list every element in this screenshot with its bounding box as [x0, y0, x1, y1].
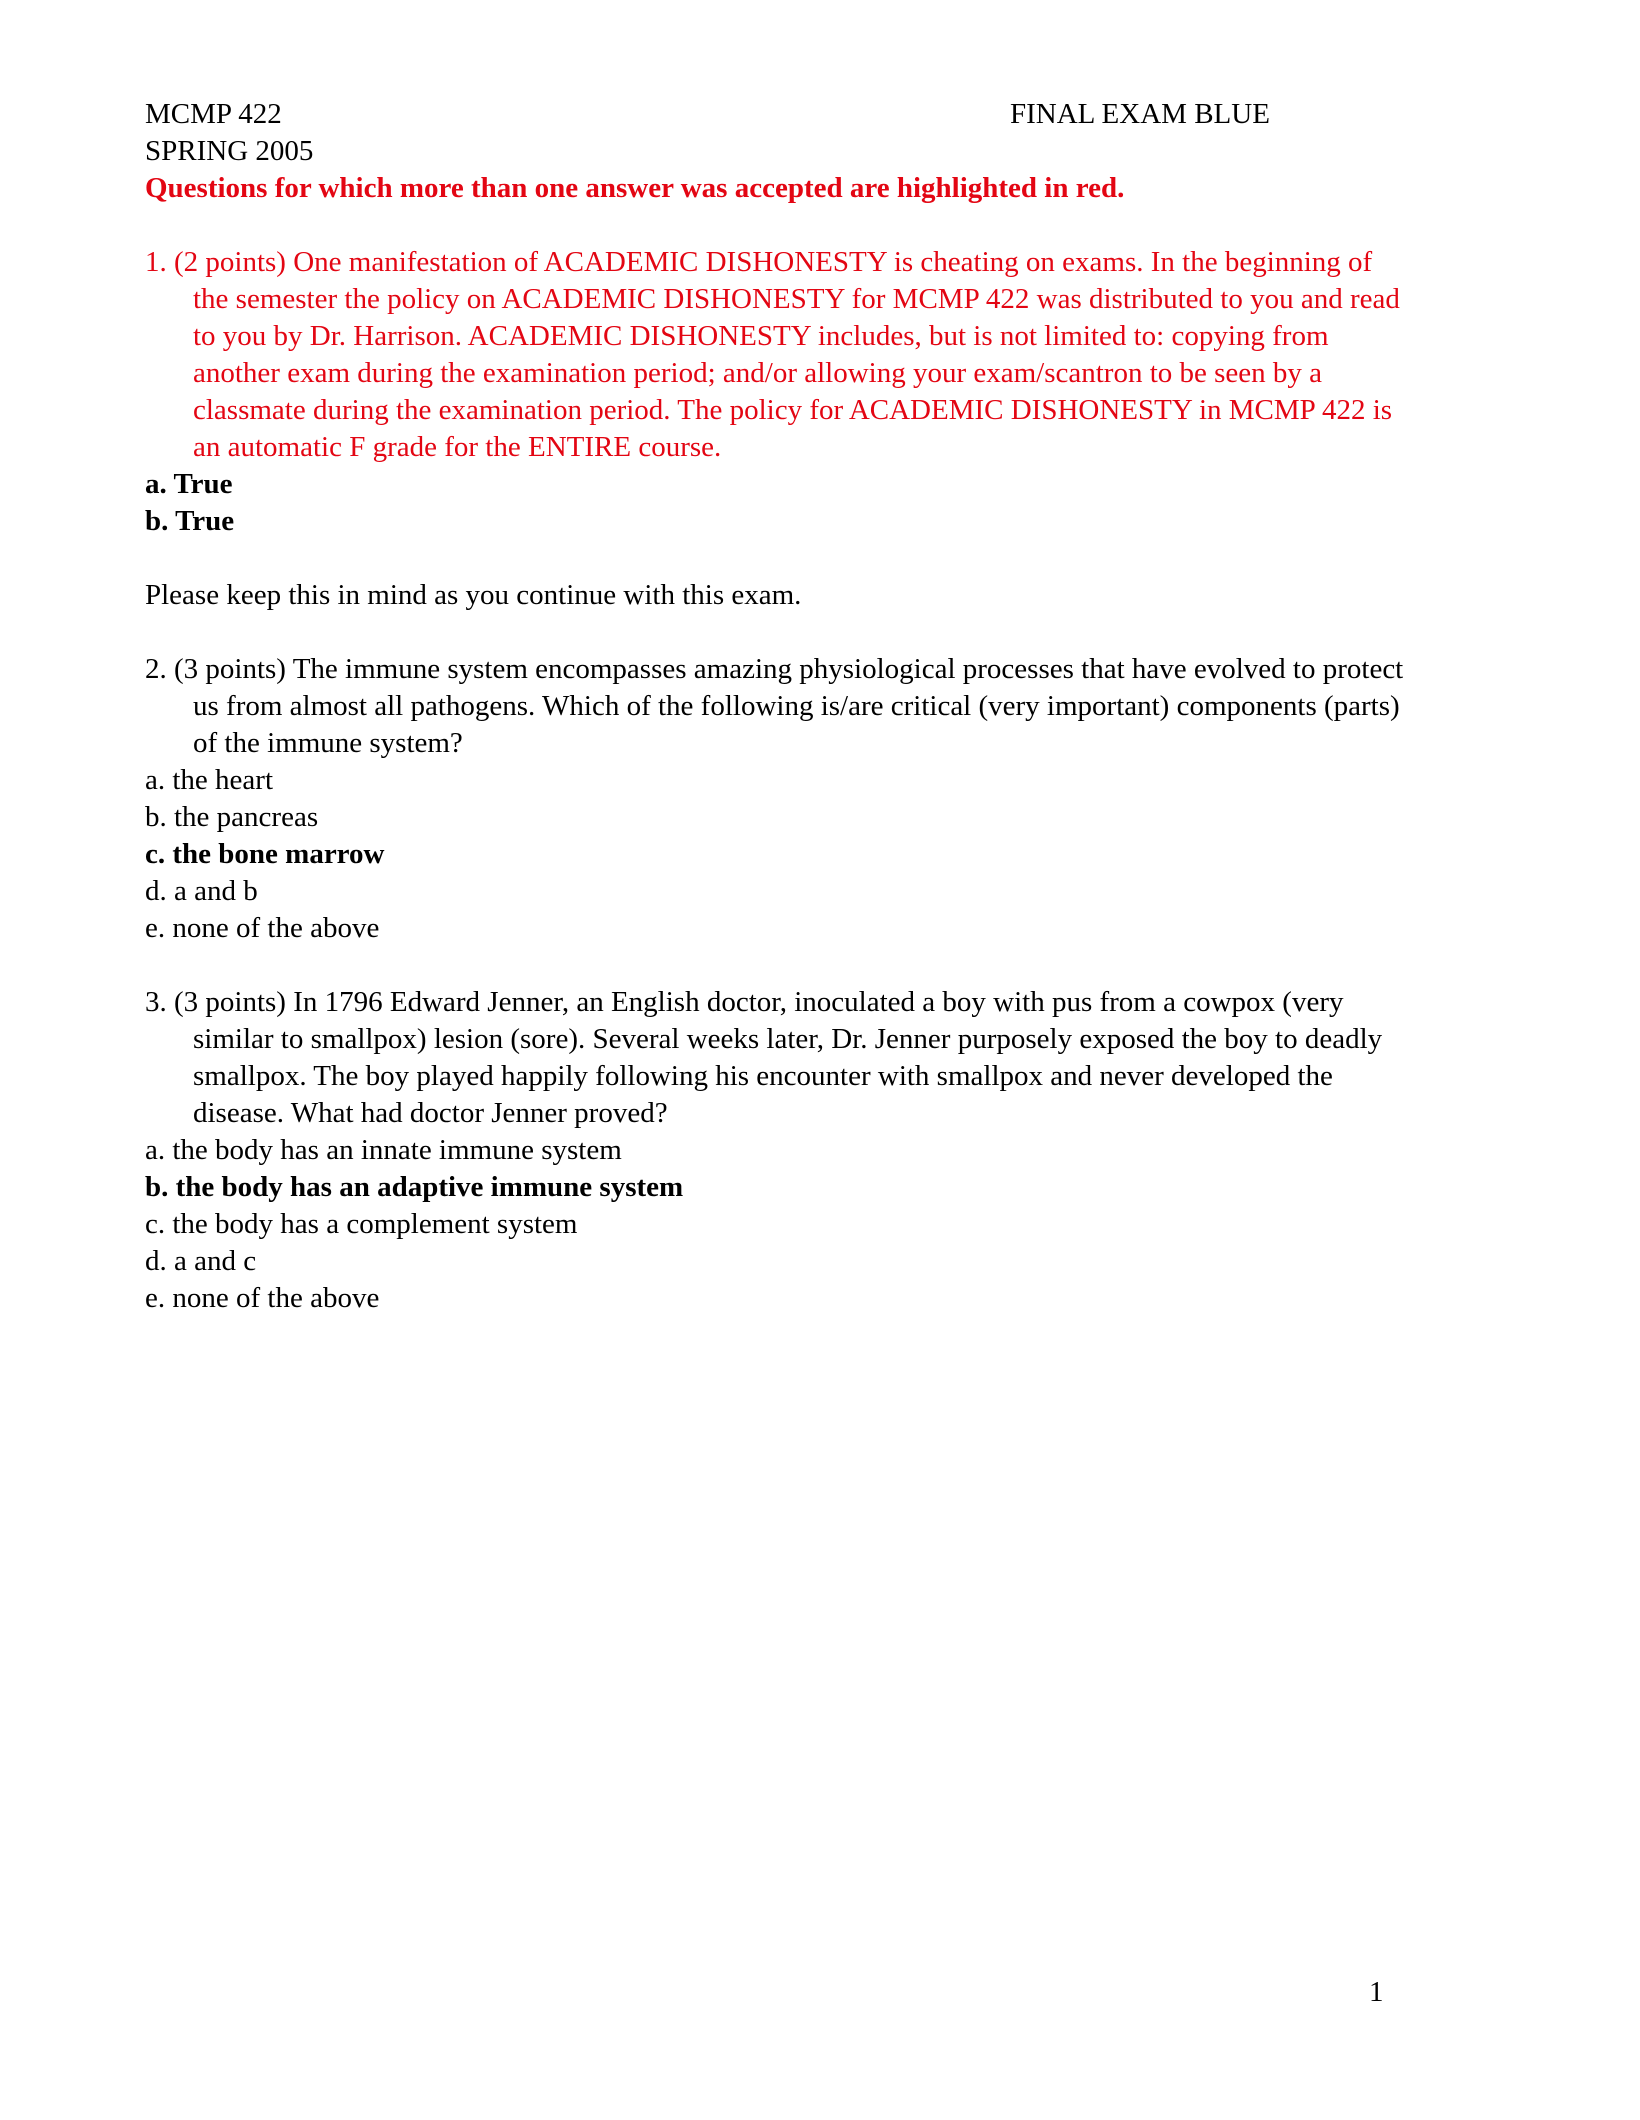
question-3-answer-b: b. the body has an adaptive immune system: [145, 1171, 684, 1203]
red-highlight-notice: Questions for which more than one answer was accepted are highlighted in red.: [145, 172, 1125, 204]
question-2-answer-c: c. the bone marrow: [145, 838, 385, 870]
reminder-text: Please keep this in mind as you continue with this exam.: [145, 579, 802, 611]
exam-content: [145, 244, 1405, 1317]
question-3-answer-e: e. none of the above: [145, 1282, 380, 1314]
question-1: [145, 244, 1405, 540]
question-1-answer-a: a. True: [145, 468, 233, 500]
question-3-answer-a: a. the body has an innate immune system: [145, 1134, 622, 1166]
question-1-answer-b: b. True: [145, 505, 235, 537]
question-2-answer-e: e. none of the above: [145, 912, 380, 944]
question-2-text: 2. (3 points) The immune system encompasses amazing physiological processes that have evolved to protect us from almost all pathogens. Which of the following is/are critical (very important) components (parts) of the immune system?: [145, 653, 1404, 759]
exam-header: [145, 96, 1305, 207]
spacer: [145, 540, 1405, 577]
page-number: 1: [1369, 1976, 1384, 2008]
course-code: MCMP 422: [145, 98, 282, 130]
question-1-text: 1. (2 points) One manifestation of ACADEMIC DISHONESTY is cheating on exams. In the beginning of the semester the policy on ACADEMIC DISHONESTY for MCMP 422 was distributed to you and read to you by Dr. Harrison. ACADEMIC DISHONESTY includes, but is not limited to: copying from another exam during the examination period; and/or allowing your exam/scantron to be seen by a classmate during the examination period. The policy for ACADEMIC DISHONESTY in MCMP 422 is an automatic F grade for the ENTIRE course.: [145, 246, 1400, 463]
question-3-text: 3. (3 points) In 1796 Edward Jenner, an English doctor, inoculated a boy with pus from a cowpox (very similar to smallpox) lesion (sore). Several weeks later, Dr. Jenner purposely exposed the boy to deadly smallpox. The boy played happily following his encounter with smallpox and never developed the disease. What had doctor Jenner proved?: [145, 986, 1383, 1129]
question-2-answer-a: a. the heart: [145, 764, 274, 796]
question-3: [145, 984, 1405, 1317]
exam-title: FINAL EXAM BLUE: [1010, 98, 1270, 130]
question-2-answer-d: d. a and b: [145, 875, 258, 907]
semester-label: SPRING 2005: [145, 135, 314, 167]
question-2-answer-b: b. the pancreas: [145, 801, 319, 833]
spacer: [145, 947, 1405, 984]
question-3-answer-d: d. a and c: [145, 1245, 257, 1277]
spacer: [145, 614, 1405, 651]
question-2: [145, 651, 1405, 947]
header-row: [145, 96, 1305, 133]
question-3-answer-c: c. the body has a complement system: [145, 1208, 578, 1240]
